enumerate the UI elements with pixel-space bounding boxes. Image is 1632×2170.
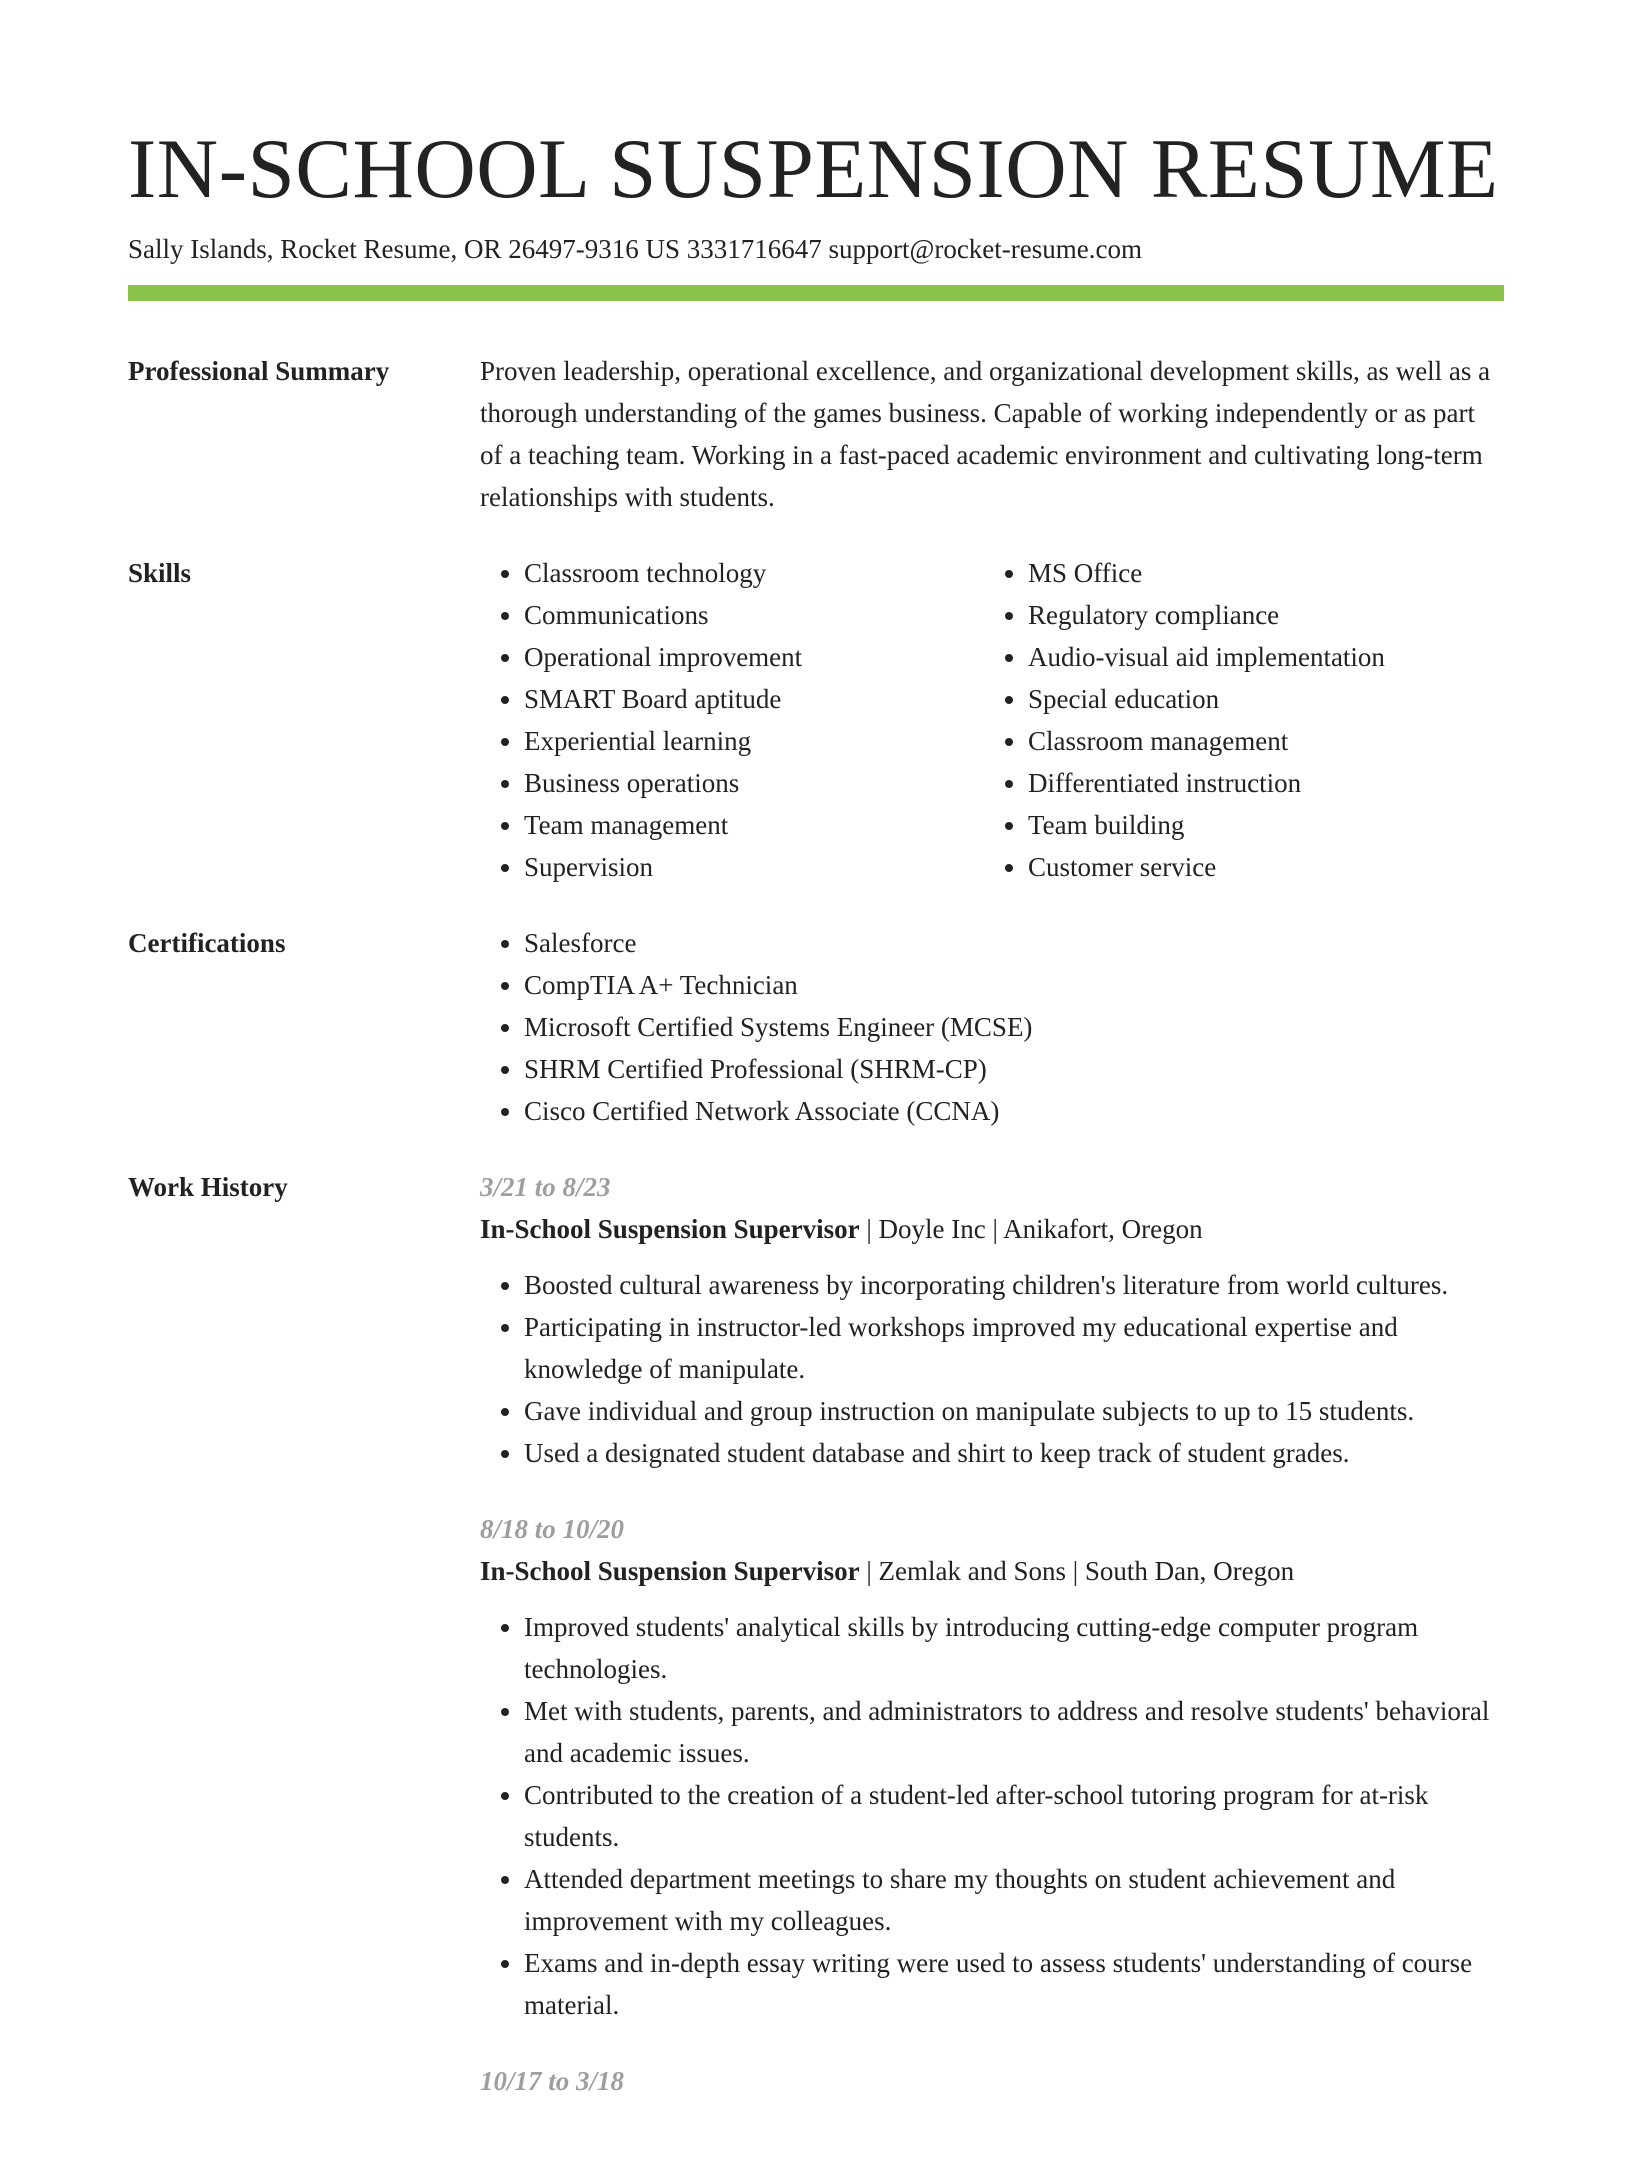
skill-item: • Business operations [524,762,984,804]
job-bullet: • Met with students, parents, and administrators to address and resolve students' behavioral and academic issues. [524,1690,1504,1774]
job-entry [480,2060,1504,2102]
certification-item: • Microsoft Certified Systems Engineer (MCSE) [524,1006,1504,1048]
skill-item: • Team building [1028,804,1488,846]
job-bullet: • Contributed to the creation of a student-led after-school tutoring program for at-risk students. [524,1774,1504,1858]
certifications-label: Certifications [128,928,286,958]
skill-item: • Experiential learning [524,720,984,762]
skill-item: • Regulatory compliance [1028,594,1488,636]
skill-item: • Team management [524,804,984,846]
job-dates: 3/21 to 8/23 [480,1172,611,1202]
job-bullets [480,1606,1504,2026]
job-heading [480,1208,1504,1250]
job-entry [480,1508,1504,2026]
skill-item: • Communications [524,594,984,636]
certifications-section [128,922,1504,1132]
certifications-list [480,922,1504,1132]
skills-column-1 [480,552,984,888]
job-title: In-School Suspension Supervisor [480,1214,860,1244]
header-divider [128,285,1504,301]
job-dates: 8/18 to 10/20 [480,1514,625,1544]
resume-sections [128,350,1504,2170]
job-bullets [480,1264,1504,1474]
summary-text: Proven leadership, operational excellence, and organizational development skills, as well as a thorough understanding of the games business. Capable of working independently or as part of a teaching team. Working in a fast-paced academic environment and cultivating long-term relationships with students. [480,356,1491,512]
skills-column-2 [984,552,1488,888]
skill-item: • Operational improvement [524,636,984,678]
job-bullet: • Participating in instructor-led workshops improved my educational expertise and knowledge of manipulate. [524,1306,1504,1390]
skills-label: Skills [128,558,192,588]
job-bullet: • Improved students' analytical skills by introducing cutting-edge computer program technologies. [524,1606,1504,1690]
skills-body [480,552,1504,888]
summary-body [480,350,1504,518]
certification-item: • Salesforce [524,922,1504,964]
certification-item: • SHRM Certified Professional (SHRM-CP) [524,1048,1504,1090]
skills-section [128,552,1504,888]
job-details: | Doyle Inc | Anikafort, Oregon [859,1214,1203,1244]
skill-item: • SMART Board aptitude [524,678,984,720]
skill-item: • Audio-visual aid implementation [1028,636,1488,678]
skills-list-2 [984,552,1488,888]
skill-item: • Special education [1028,678,1488,720]
certification-item: • Cisco Certified Network Associate (CCNA) [524,1090,1504,1132]
certifications-body [480,922,1504,1132]
job-bullet: • Gave individual and group instruction on manipulate subjects to up to 15 students. [524,1390,1504,1432]
job-bullet: • Exams and in-depth essay writing were used to assess students' understanding of course material. [524,1942,1504,2026]
work-history-body [480,1166,1504,2136]
job-details: | Zemlak and Sons | South Dan, Oregon [859,1556,1295,1586]
work-history-section [128,1166,1504,2136]
summary-section [128,350,1504,518]
summary-label: Professional Summary [128,356,390,386]
job-bullet: • Boosted cultural awareness by incorporating children's literature from world cultures. [524,1264,1504,1306]
skills-grid [480,552,1504,888]
skill-item: • Classroom management [1028,720,1488,762]
job-title: In-School Suspension Supervisor [480,1556,860,1586]
contact-line: Sally Islands, Rocket Resume, OR 26497-9316 US 3331716647 support@rocket-resume.com [128,234,1142,264]
job-bullet: • Used a designated student database and shirt to keep track of student grades. [524,1432,1504,1474]
work-history-label: Work History [128,1172,288,1202]
certification-item: • CompTIA A+ Technician [524,964,1504,1006]
skill-item: • MS Office [1028,552,1488,594]
resume-title: IN-SCHOOL SUSPENSION RESUME [128,122,1499,216]
skill-item: • Supervision [524,846,984,888]
skill-item: • Customer service [1028,846,1488,888]
skill-item: • Differentiated instruction [1028,762,1488,804]
skill-item: • Classroom technology [524,552,984,594]
job-entry [480,1166,1504,1474]
job-dates: 10/17 to 3/18 [480,2066,625,2096]
job-bullet: • Attended department meetings to share my thoughts on student achievement and improvement with my colleagues. [524,1858,1504,1942]
job-heading [480,1550,1504,1592]
skills-list-1 [480,552,984,888]
